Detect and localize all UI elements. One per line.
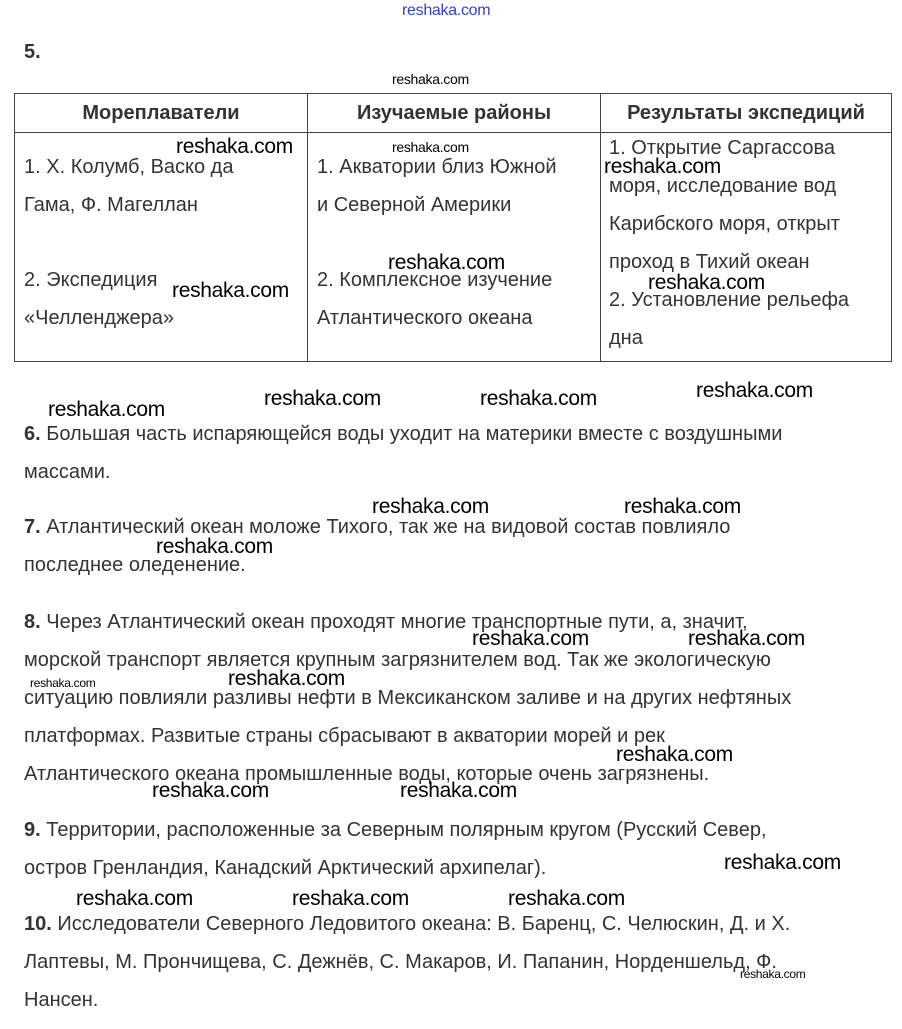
watermark: reshaka.com (228, 667, 345, 690)
watermark: reshaka.com (264, 387, 381, 410)
watermark: reshaka.com (624, 495, 741, 518)
answer-text: ситуацию повлияли разливы нефти в Мексиканском заливе и на других нефтяных (24, 687, 792, 709)
watermark: reshaka.com (156, 535, 273, 558)
watermark: reshaka.com (480, 387, 597, 410)
table-cell-line: 2. Установление рельефа (609, 289, 850, 311)
answer-text: морской транспорт является крупным загрязнителем вод. Так же экологическую (24, 649, 771, 671)
watermark: reshaka.com (392, 71, 469, 87)
answer-text: Нансен. (24, 989, 99, 1011)
table-cell-line: и Северной Америки (317, 194, 512, 216)
answer-number: 9. (24, 819, 41, 841)
watermark: reshaka.com (648, 271, 765, 294)
watermark: reshaka.com (724, 851, 841, 874)
answer-number: 10. (24, 913, 52, 935)
table-cell-line: 1. Х. Колумб, Васко да (24, 156, 234, 178)
watermark: reshaka.com (688, 627, 805, 650)
task-number: 5. (24, 41, 41, 63)
watermark: reshaka.com (508, 887, 625, 910)
answer-text: Лаптевы, М. Прончищева, С. Дежнёв, С. Макаров, И. Папанин, Норденшельд, Ф. (24, 951, 777, 973)
watermark: reshaka.com (740, 967, 806, 981)
answer-text: Через Атлантический океан проходят многие транспортные пути, а, значит, (46, 611, 748, 633)
watermark: reshaka.com (172, 279, 289, 302)
table-cell-line: 2. Экспедиция (24, 269, 158, 291)
table-cell-line: Гама, Ф. Магеллан (24, 194, 198, 216)
table-cell-line: 1. Акватории близ Южной (317, 156, 557, 178)
watermark: reshaka.com (292, 887, 409, 910)
answer-text: платформах. Развитые страны сбрасывают в акватории морей и рек (24, 725, 665, 747)
watermark: reshaka.com (604, 155, 721, 178)
answer-number: 7. (24, 516, 41, 538)
watermark: reshaka.com (472, 627, 589, 650)
table-header: Мореплаватели (15, 94, 308, 133)
answer-text: Большая часть испаряющейся воды уходит на материки вместе с воздушными (46, 423, 783, 445)
watermark: reshaka.com (48, 398, 165, 421)
watermark: reshaka.com (388, 251, 505, 274)
answer-10 (24, 912, 790, 936)
table-cell-line: дна (609, 327, 643, 349)
watermark: reshaka.com (176, 135, 293, 158)
answer-text: Атлантического океана промышленные воды, которые очень загрязнены. (24, 763, 710, 785)
table-header: Результаты экспедиций (601, 94, 892, 133)
answer-text: Атлантический океан моложе Тихого, так же на видовой состав повлияло (46, 516, 731, 538)
table-header: Изучаемые районы (308, 94, 601, 133)
table-cell-line: Карибского моря, открыт (609, 213, 840, 235)
answer-8 (24, 610, 748, 634)
site-watermark-header[interactable]: reshaka.com (402, 2, 491, 19)
answer-text: Территории, расположенные за Северным полярным кругом (Русский Север, (46, 819, 767, 841)
watermark: reshaka.com (400, 779, 517, 802)
table-cell-line: моря, исследование вод (609, 175, 837, 197)
answer-number: 8. (24, 611, 41, 633)
answer-text: остров Гренландия, Канадский Арктический архипелаг). (24, 857, 547, 879)
watermark: reshaka.com (616, 743, 733, 766)
watermark: reshaka.com (152, 779, 269, 802)
answer-text: массами. (24, 461, 111, 483)
table-cell-line: проход в Тихий океан (609, 251, 810, 273)
answer-text: Исследователи Северного Ледовитого океана: В. Баренц, С. Челюскин, Д. и Х. (57, 913, 791, 935)
watermark: reshaka.com (76, 887, 193, 910)
answer-text: последнее оледенение. (24, 554, 246, 576)
watermark: reshaka.com (392, 139, 469, 155)
answer-6 (24, 422, 782, 446)
watermark: reshaka.com (372, 495, 489, 518)
watermark: reshaka.com (696, 379, 813, 402)
answer-number: 6. (24, 423, 41, 445)
watermark: reshaka.com (30, 676, 96, 690)
table-cell-line: Атлантического океана (317, 307, 533, 329)
table-cell-line: 1. Открытие Саргассова (609, 137, 835, 159)
table-cell-line: 2. Комплексное изучение (317, 269, 553, 291)
answer-9 (24, 818, 767, 842)
table-cell-line: «Челленджера» (24, 307, 174, 329)
